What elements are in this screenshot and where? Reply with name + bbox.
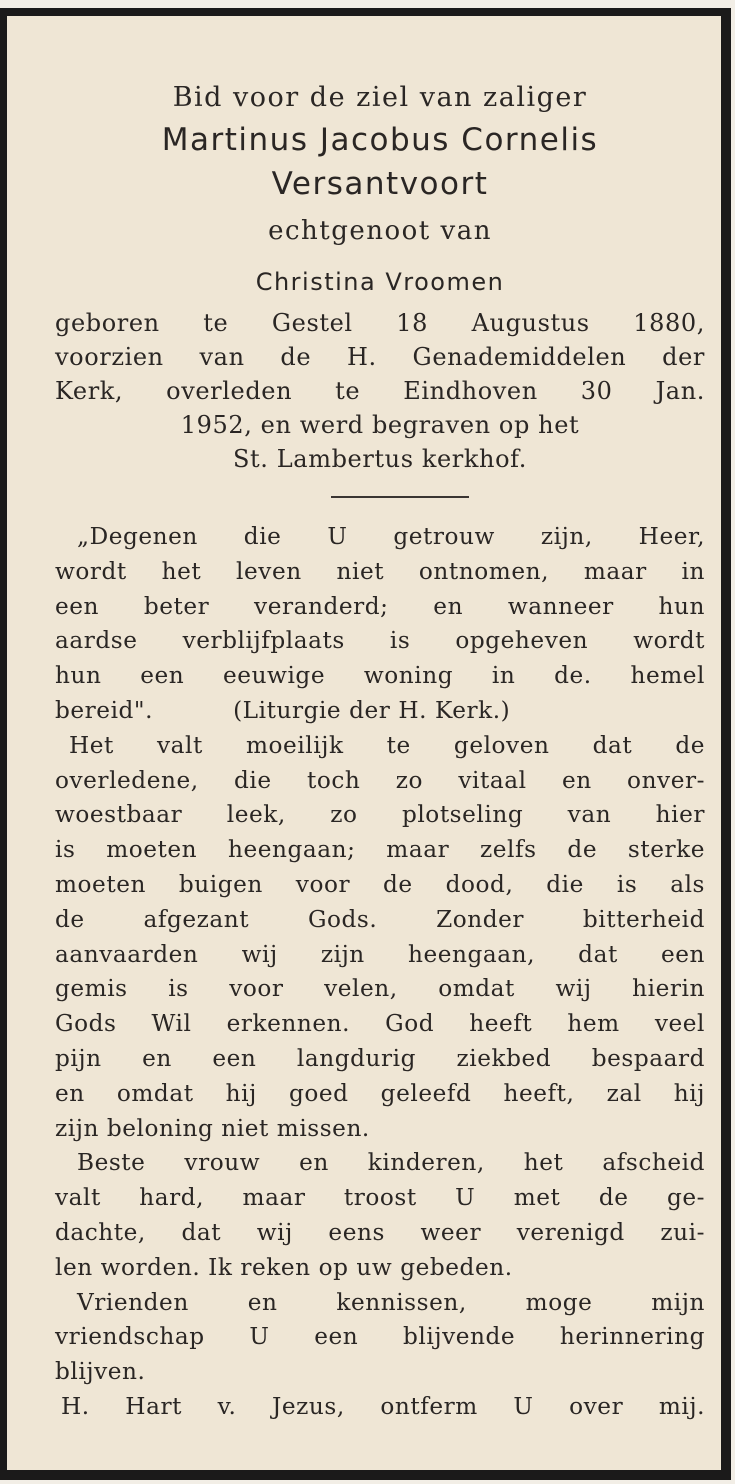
paragraph-line: vriendschap U een blijvende herinnering (55, 1323, 705, 1351)
card-content (55, 78, 705, 1425)
birth-line: 1952, en werd begraven op het (180, 411, 580, 439)
paragraph-line: gemis is voor velen, omdat wij hierin (55, 975, 705, 1003)
paragraph-line: dachte, dat wij eens weer verenigd zui- (55, 1218, 705, 1246)
spouse-name: Christina Vroomen (255, 268, 505, 296)
paragraph-line: Beste vrouw en kinderen, het afscheid (77, 1149, 705, 1177)
quote-line: hun een eeuwige woning in de. hemel (55, 662, 705, 690)
paragraph-line: en omdat hij goed geleefd heeft, zal hij (55, 1079, 705, 1107)
paragraph-line: Het valt moeilijk te geloven dat de (69, 731, 705, 759)
paragraph-2 (55, 1146, 705, 1285)
closing-prayer: H. Hart v. Jezus, ontferm U over mij. (61, 1392, 705, 1420)
paragraph-line: woestbaar leek, zo plotseling van hier (55, 801, 705, 829)
paragraph-line: moeten buigen voor de dood, die is als (55, 870, 705, 898)
quote-line: wordt het leven niet ontnomen, maar in (55, 557, 705, 585)
paragraph-line: zijn beloning niet missen. (55, 1114, 370, 1142)
birth-line: voorzien van de H. Genademiddelen der (55, 343, 705, 371)
birth-line: geboren te Gestel 18 Augustus 1880, (55, 309, 705, 337)
birth-line: St. Lambertus kerkhof. (233, 445, 527, 473)
paragraph-line: Gods Wil erkennen. God heeft hem veel (55, 1010, 705, 1038)
deceased-name (55, 118, 705, 206)
paragraph-line: pijn en een langdurig ziekbed bespaard (55, 1044, 705, 1072)
paragraph-line: aanvaarden wij zijn heengaan, dat een (55, 940, 705, 968)
quote-line: aardse verblijfplaats is opgeheven wordt (55, 627, 705, 655)
paragraph-line: valt hard, maar troost U met de ge- (55, 1184, 705, 1212)
card-body-text (55, 520, 705, 1425)
divider-line (331, 496, 469, 498)
birth-death-details (55, 306, 705, 476)
paragraph-line: is moeten heengaan; maar zelfs de sterke (55, 836, 705, 864)
paragraph-line: de afgezant Gods. Zonder bitterheid (55, 905, 705, 933)
quote-line: „Degenen die U getrouw zijn, Heer, (77, 523, 705, 550)
deceased-name-line1: Martinus Jacobus Cornelis (161, 122, 599, 158)
quote-paragraph (55, 520, 705, 729)
paragraph-3 (55, 1286, 705, 1390)
intro-text: Bid voor de ziel van zaliger (172, 82, 588, 113)
quote-source: (Liturgie der H. Kerk.) (233, 696, 511, 724)
quote-line: een beter veranderd; en wanneer hun (55, 592, 705, 620)
quote-last-line (55, 694, 705, 729)
paragraph-line: overledene, die toch zo vitaal en onver- (55, 766, 705, 794)
quote-end: bereid". (55, 696, 154, 724)
spouse-intro: echtgenoot van (268, 216, 492, 246)
paragraph-1 (55, 729, 705, 1147)
paragraph-line: blijven. (55, 1358, 146, 1386)
paragraph-line: Vrienden en kennissen, moge mijn (77, 1288, 705, 1316)
deceased-name-line2: Versantvoort (271, 166, 489, 202)
birth-line: Kerk, overleden te Eindhoven 30 Jan. (55, 377, 705, 405)
memorial-card (0, 8, 731, 1480)
paragraph-line: len worden. Ik reken op uw gebeden. (55, 1253, 513, 1281)
